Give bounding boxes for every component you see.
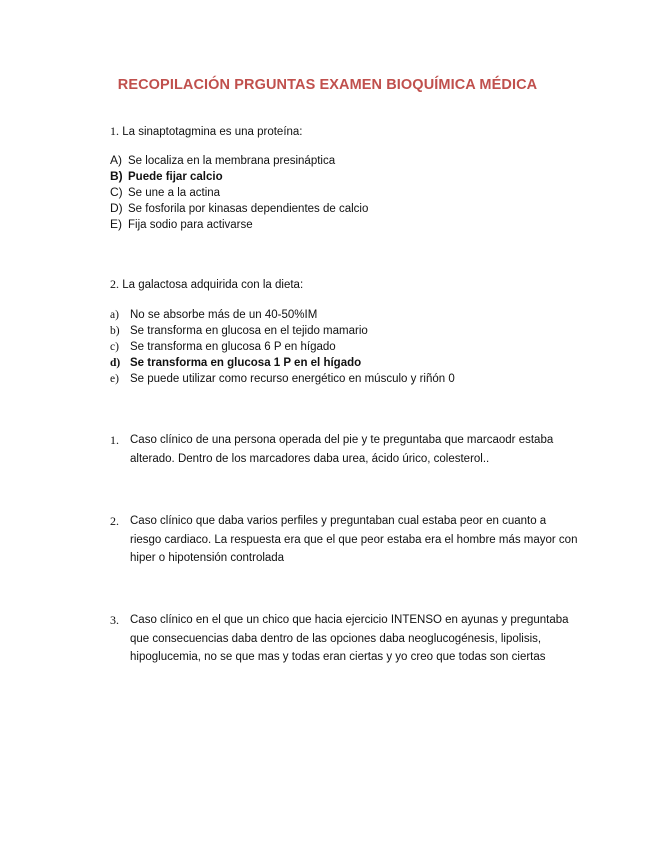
question-1-options — [110, 152, 368, 232]
question-number: 1. — [110, 124, 119, 138]
option-a — [110, 307, 455, 323]
option-marker: B) — [110, 169, 123, 183]
option-text: Se une a la actina — [128, 187, 221, 199]
case-text: Caso clínico de una persona operada del pie y te preguntaba que marcaodr estaba alterado. Dentro de los marcadores daba urea, ácido úrico, colesterol.. — [130, 434, 554, 465]
option-marker: A) — [110, 153, 122, 167]
option-text: Se puede utilizar como recurso energético en músculo y riñón 0 — [130, 373, 455, 385]
option-text: No se absorbe más de un 40-50%IM — [130, 309, 318, 321]
option-a — [110, 152, 368, 168]
option-b-correct — [110, 168, 368, 184]
option-text: Puede fijar calcio — [128, 171, 223, 183]
case-number: 2. — [110, 514, 119, 528]
option-c — [110, 184, 368, 200]
option-text: Fija sodio para activarse — [128, 219, 253, 231]
case-number: 3. — [110, 613, 119, 627]
option-marker: b) — [110, 325, 120, 337]
option-d — [110, 200, 368, 216]
clinical-case-3 — [110, 611, 580, 667]
case-number: 1. — [110, 433, 119, 447]
question-number: 2. — [110, 277, 119, 291]
option-marker: E) — [110, 217, 122, 231]
option-text: Se transforma en glucosa en el tejido mamario — [130, 325, 368, 337]
option-text: Se localiza en la membrana presináptica — [128, 155, 336, 167]
case-text: Caso clínico que daba varios perfiles y preguntaban cual estaba peor en cuanto a riesgo cardiaco. La respuesta era que el que peor estaba era el hombre más mayor con hiper o hipotensión controlada — [130, 515, 578, 564]
question-2-options — [110, 307, 455, 387]
option-d-correct — [110, 355, 455, 371]
option-marker: C) — [110, 185, 123, 199]
case-text: Caso clínico en el que un chico que hacia ejercicio INTENSO en ayunas y preguntaba que consecuencias daba dentro de las opciones daba neoglucogénesis, lipolisis, hipoglucemia, no se que mas y todas eran ciertas y yo creo que todas son ciertas — [130, 614, 569, 663]
clinical-case-2 — [110, 512, 580, 568]
document-title: RECOPILACIÓN PRGUNTAS EXAMEN BIOQUÍMICA MÉDICA — [117, 77, 538, 93]
option-marker: d) — [110, 357, 121, 369]
option-text: Se fosforila por kinasas dependientes de calcio — [128, 203, 369, 215]
option-b — [110, 323, 455, 339]
question-2 — [110, 276, 303, 293]
option-marker: e) — [110, 373, 119, 385]
clinical-case-1 — [110, 431, 580, 468]
question-1 — [110, 123, 303, 140]
option-marker: c) — [110, 341, 119, 353]
question-text: La galactosa adquirida con la dieta: — [122, 279, 304, 291]
option-c — [110, 339, 455, 355]
option-text: Se transforma en glucosa 1 P en el hígado — [130, 357, 362, 369]
question-text: La sinaptotagmina es una proteína: — [122, 126, 303, 138]
option-e — [110, 216, 368, 232]
option-text: Se transforma en glucosa 6 P en hígado — [130, 341, 336, 353]
option-marker: D) — [110, 201, 123, 215]
option-marker: a) — [110, 309, 119, 321]
option-e — [110, 371, 455, 387]
